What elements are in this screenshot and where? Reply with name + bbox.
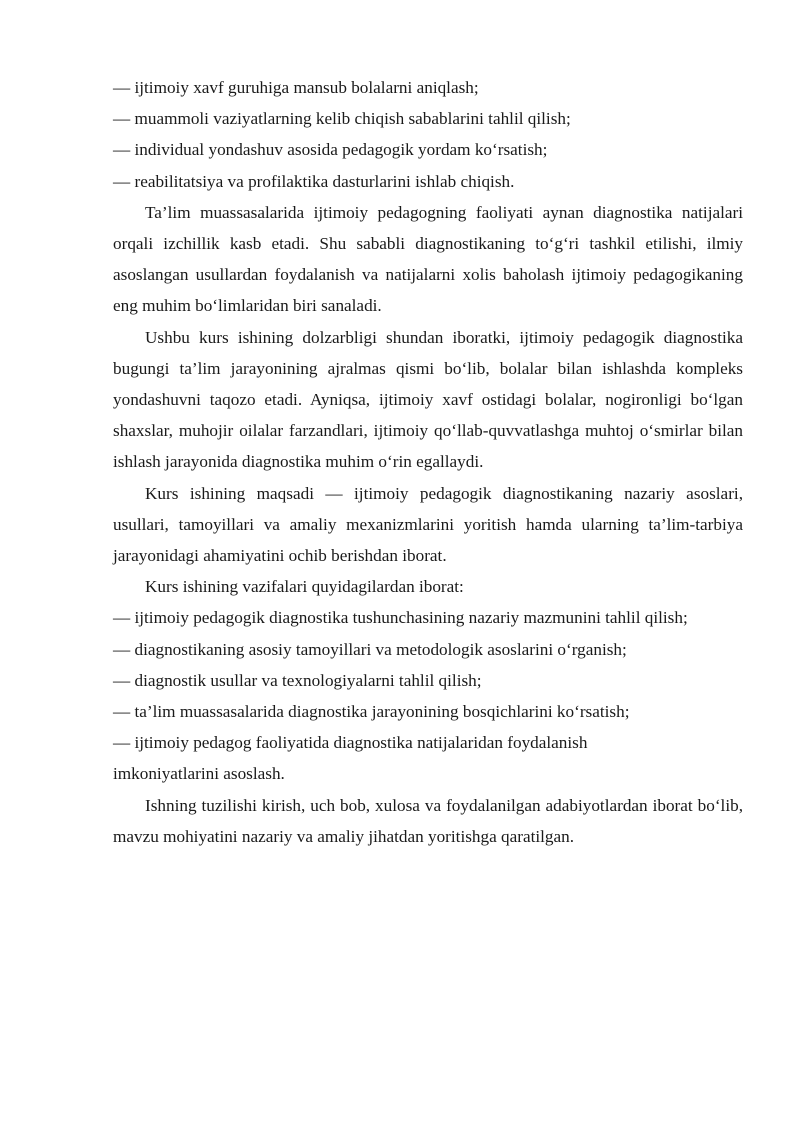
task-item: — ijtimoiy pedagog faoliyatida diagnostika natijalaridan foydalanish imkoniyatlarini asoslash.	[113, 733, 588, 784]
paragraph-diagnostics-role: Ta’lim muassasalarida ijtimoiy pedagogning faoliyati aynan diagnostika natijalari orqali izchillik kasb etadi. Shu sababli diagnostikaning toʻgʻri tashkil etilishi, ilmiy asoslangan usullardan foydalanish va natijalarni xolis baholash ijtimoiy pedagogikaning eng muhim boʻlimlaridan biri sanaladi.	[113, 202, 743, 316]
document-page	[113, 72, 743, 852]
paragraph-goal: Kurs ishining maqsadi — ijtimoiy pedagogik diagnostikaning nazariy asoslari, usullari, tamoyillari va amaliy mexanizmlarini yoritish hamda ularning ta’lim-tarbiya jarayonidagi ahamiyatini ochib berishdan iborat.	[113, 483, 743, 566]
paragraph-tasks-intro: Kurs ishining vazifalari quyidagilardan iborat:	[145, 577, 464, 597]
task-item: — ta’lim muassasalarida diagnostika jarayonining bosqichlarini koʻrsatish;	[113, 702, 630, 722]
task-item: — diagnostikaning asosiy tamoyillari va metodologik asoslarini oʻrganish;	[113, 639, 627, 659]
list-item: — muammoli vaziyatlarning kelib chiqish sabablarini tahlil qilish;	[113, 109, 571, 129]
task-item: — ijtimoiy pedagogik diagnostika tushunchasining nazariy mazmunini tahlil qilish;	[113, 608, 688, 628]
list-item: — individual yondashuv asosida pedagogik yordam koʻrsatish;	[113, 140, 548, 160]
task-item: — diagnostik usullar va texnologiyalarni tahlil qilish;	[113, 670, 482, 690]
paragraph-structure: Ishning tuzilishi kirish, uch bob, xulosa va foydalanilgan adabiyotlardan iborat boʻlib, mavzu mohiyatini nazariy va amaliy jihatdan yoritishga qaratilgan.	[113, 795, 743, 846]
list-item: — reabilitatsiya va profilaktika dasturlarini ishlab chiqish.	[113, 171, 515, 191]
list-item: — ijtimoiy xavf guruhiga mansub bolalarni aniqlash;	[113, 78, 479, 97]
paragraph-relevance: Ushbu kurs ishining dolzarbligi shundan iboratki, ijtimoiy pedagogik diagnostika bugungi ta’lim jarayonining ajralmas qismi boʻlib, bolalar bilan ishlashda kompleks yondashuvni taqozo etadi. Ayniqsa, ijtimoiy xavf ostidagi bolalar, nogironligi boʻlgan shaxslar, muhojir oilalar farzandlari, ijtimoiy qoʻllab-quvvatlashga muhtoj oʻsmirlar bilan ishlash jarayonida diagnostika muhim oʻrin egallaydi.	[113, 327, 743, 472]
